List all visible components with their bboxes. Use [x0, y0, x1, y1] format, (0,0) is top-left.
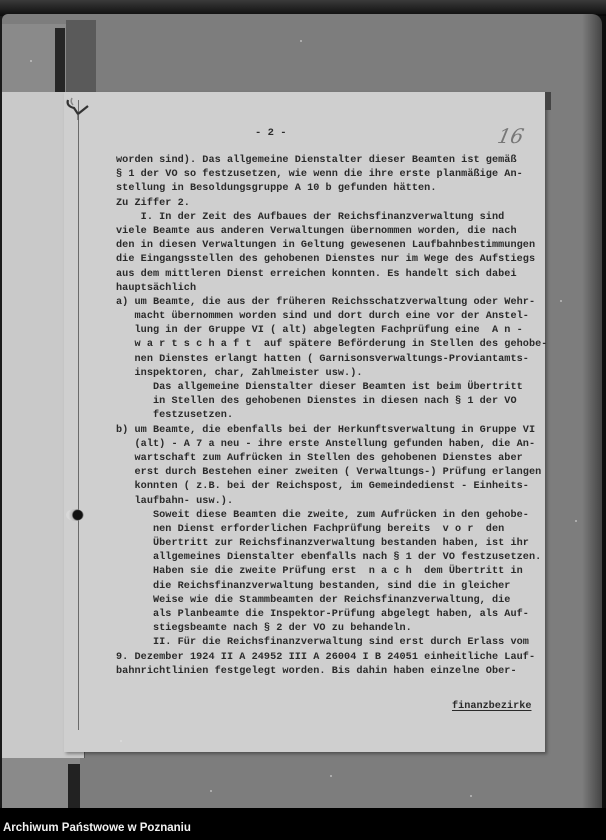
archive-footer	[0, 808, 606, 840]
text-line: Das allgemeine Dienstalter dieser Beamten ist beim Übertritt	[116, 382, 523, 393]
text-line: inspektoren, char, Zahlmeister usw.).	[116, 367, 363, 379]
text-line: bahnrichtlinien festgelegt worden. Bis dahin haben einzelne Ober-	[116, 665, 517, 677]
text-line: I. In der Zeit des Aufbaues der Reichsfinanzverwaltung sind	[116, 211, 505, 223]
archive-name: Archiwum Państwowe w Poznaniu	[3, 822, 191, 834]
text-line: stiegsbeamte nach § 2 der VO zu behandeln.	[116, 623, 412, 635]
page-corner-shadow	[545, 92, 551, 110]
text-line: allgemeines Dienstalter ebenfalls nach § 1 der VO festzusetzen.	[116, 552, 542, 564]
text-line: II. Für die Reichsfinanzverwaltung sind erst durch Erlass vom	[116, 637, 529, 649]
text-line: Haben sie die zweite Prüfung erst n a c h dem Übertritt in	[116, 566, 523, 578]
text-line: laufbahn- usw.).	[116, 495, 234, 507]
punch-hole	[66, 509, 84, 521]
fold-line	[78, 100, 79, 730]
text-line: in Stellen des gehobenen Dienstes in diesen nach § 1 der VO	[116, 396, 517, 408]
text-line: den in diesen Verwaltungen in Geltung gewesenen Laufbahnbestimmungen	[116, 240, 536, 252]
text-line: a) um Beamte, die aus der früheren Reichsschatzverwaltung oder Wehr-	[116, 296, 536, 308]
text-line: Übertritt zur Reichsfinanzverwaltung bestanden haben, ist ihr	[116, 538, 529, 550]
page-number: - 2 -	[255, 127, 287, 139]
text-line: worden sind). Das allgemeine Dienstalter dieser Beamten ist gemäß	[116, 155, 517, 166]
binding-strip	[55, 28, 65, 94]
text-line: hauptsächlich	[116, 282, 197, 294]
paper-clip-mark-icon	[64, 96, 96, 120]
text-line: die Eingangsstellen des gehobenen Dienstes nur im Wege des Aufstiegs	[116, 254, 536, 266]
text-line: wartschaft zum Aufrücken in Stellen des gehobenen Dienstes aber	[116, 452, 523, 464]
text-line: (alt) - A 7 a neu - ihre erste Anstellung gefunden haben, die An-	[116, 438, 536, 450]
handwritten-folio-number: 16	[495, 124, 527, 148]
right-edge-shadow	[582, 14, 606, 808]
text-line: Weise wie die Stammbeamten der Reichsfinanzverwaltung, die	[116, 594, 511, 606]
text-line: festzusetzen.	[116, 410, 234, 422]
text-line: macht übernommen worden sind und dort durch eine vor der Anstel-	[116, 311, 529, 323]
text-line: stellung in Besoldungsgruppe A 10 b gefunden hätten.	[116, 183, 437, 195]
text-line: nen Dienst erforderlichen Fachprüfung bereits v o r den	[116, 523, 505, 535]
binding-strip-bottom	[68, 764, 80, 808]
text-line: w a r t s c h a f t auf spätere Beförderung in Stellen des gehobe-	[116, 339, 548, 351]
text-line: die Reichsfinanzverwaltung bestanden, sind die in gleicher	[116, 580, 511, 592]
text-line: viele Beamte aus anderen Verwaltungen übernommen worden, die nach	[116, 225, 517, 237]
text-line: lung in der Gruppe VI ( alt) abgelegten Fachprüfung eine A n -	[116, 325, 523, 337]
catchword: finanzbezirke	[452, 701, 532, 712]
text-line: konnten ( z.B. bei der Reichspost, im Gemeindedienst - Einheits-	[116, 481, 529, 493]
text-line: Zu Ziffer 2.	[116, 197, 190, 209]
text-line: als Planbeamte die Inspektor-Prüfung abgelegt haben, als Auf-	[116, 609, 529, 620]
text-line: b) um Beamte, die ebenfalls bei der Herkunftsverwaltung in Gruppe VI	[116, 424, 536, 436]
text-line: aus dem mittleren Dienst erreichen konnten. Es handelt sich dabei	[116, 268, 517, 280]
text-line: 9. Dezember 1924 II A 24952 III A 26004 I B 24051 einheitliche Lauf-	[116, 651, 536, 663]
underlying-sheet-lower	[4, 758, 66, 808]
text-line: § 1 der VO so festzusetzen, wie wenn die ihre erste planmäßige An-	[116, 169, 523, 181]
typewritten-body	[116, 154, 548, 679]
text-line: erst durch Bestehen einer zweiten ( Verwaltungs-) Prüfung erlangen	[116, 467, 542, 479]
text-line: Soweit diese Beamten die zweite, zum Aufrücken in den gehobe-	[116, 509, 529, 521]
binding-shadow	[66, 20, 96, 96]
text-line: nen Dienstes erlangt hatten ( Garnisonsverwaltungs-Proviantamts-	[116, 353, 529, 365]
